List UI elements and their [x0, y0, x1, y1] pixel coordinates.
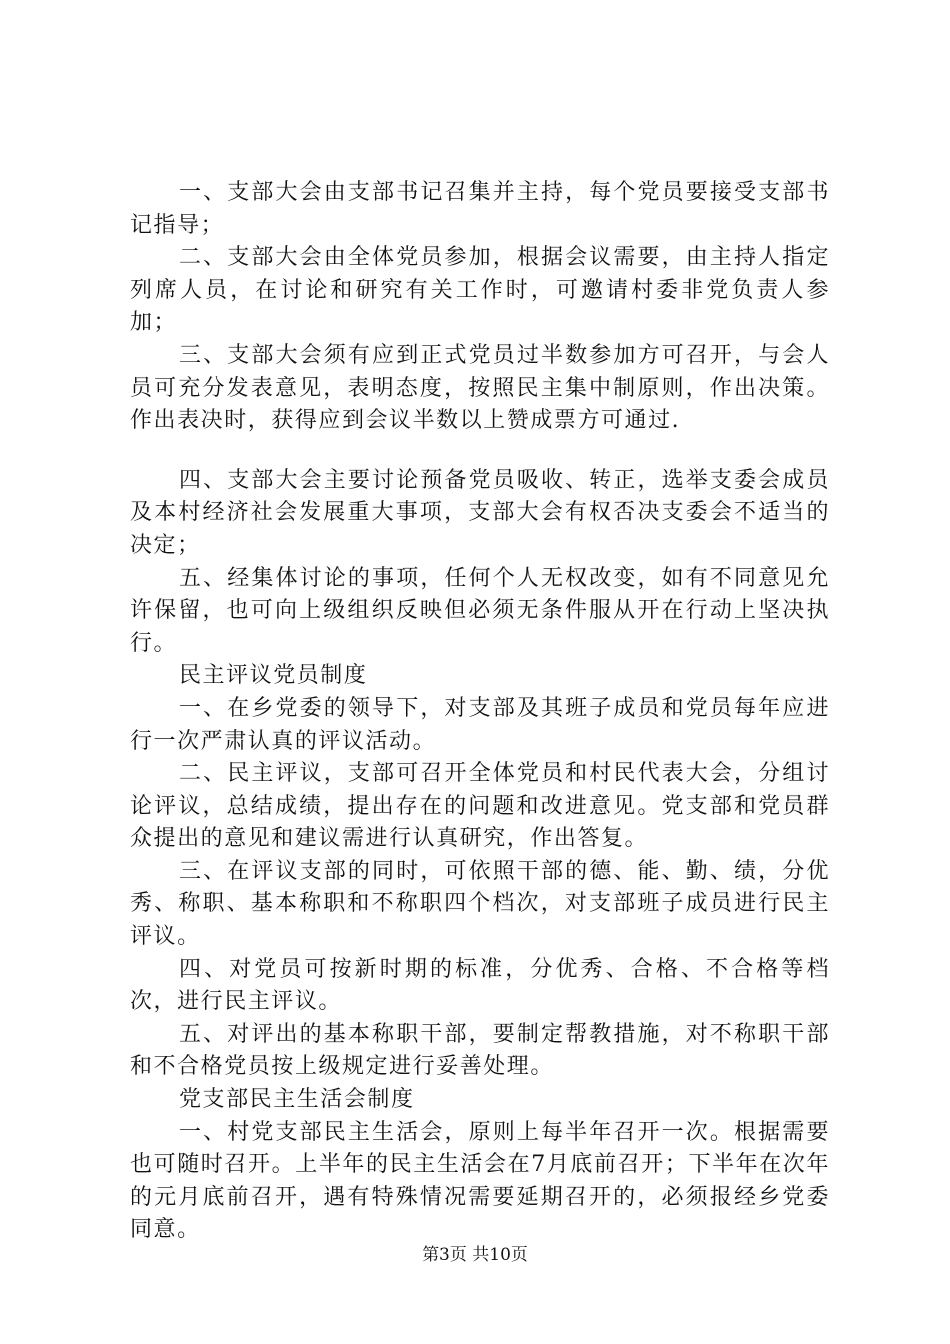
paragraph-life-meeting-rule-1: 一、村党支部民主生活会，原则上每半年召开一次。根据需要也可随时召开。上半年的民主生活会在7月底前召开；下半年在次年的元月底前召开，遇有特殊情况需要延期召开的，必须报经乡党委同意。	[130, 1119, 830, 1243]
page-number-footer: 第3页 共10页	[422, 1245, 528, 1265]
paragraph-meeting-rule-3: 三、支部大会须有应到正式党员过半数参加方可召开，与会人员可充分发表意见，表明态度，按照民主集中制原则，作出决策。作出表决时，获得应到会议半数以上赞成票方可通过.	[130, 342, 830, 434]
paragraph-meeting-rule-2: 二、支部大会由全体党员参加，根据会议需要，由主持人指定列席人员，在讨论和研究有关工作时，可邀请村委非党负责人参加；	[130, 245, 830, 336]
document-body	[130, 177, 830, 1247]
paragraph-meeting-rule-5: 五、经集体讨论的事项，任何个人无权改变，如有不同意见允许保留，也可向上级组织反映但必须无条件服从开在行动上坚决执行。	[130, 565, 830, 656]
paragraph-meeting-rule-4: 四、支部大会主要讨论预备党员吸收、转正，选举支委会成员及本村经济社会发展重大事项，支部大会有权否决支委会不适当的决定；	[130, 467, 830, 558]
paragraph-evaluation-rule-3: 三、在评议支部的同时，可依照干部的德、能、勤、绩，分优秀、称职、基本称职和不称职四个档次，对支部班子成员进行民主评议。	[130, 858, 830, 950]
paragraph-evaluation-rule-2: 二、民主评议，支部可召开全体党员和村民代表大会，分组讨论评议，总结成绩，提出存在的问题和改进意见。党支部和党员群众提出的意见和建议需进行认真研究，作出答复。	[130, 761, 830, 852]
paragraph-evaluation-rule-1: 一、在乡党委的领导下，对支部及其班子成员和党员每年应进行一次严肃认真的评议活动。	[130, 695, 830, 754]
paragraph-evaluation-rule-4: 四、对党员可按新时期的标准，分优秀、合格、不合格等档次，进行民主评议。	[130, 956, 830, 1015]
paragraph-evaluation-rule-5: 五、对评出的基本称职干部，要制定帮教措施，对不称职干部和不合格党员按上级规定进行妥善处理。	[130, 1021, 830, 1080]
section-heading-evaluation: 民主评议党员制度	[179, 663, 368, 689]
section-heading-life-meeting: 党支部民主生活会制度	[179, 1087, 415, 1113]
paragraph-meeting-rule-1: 一、支部大会由支部书记召集并主持，每个党员要接受支部书记指导；	[130, 180, 830, 238]
